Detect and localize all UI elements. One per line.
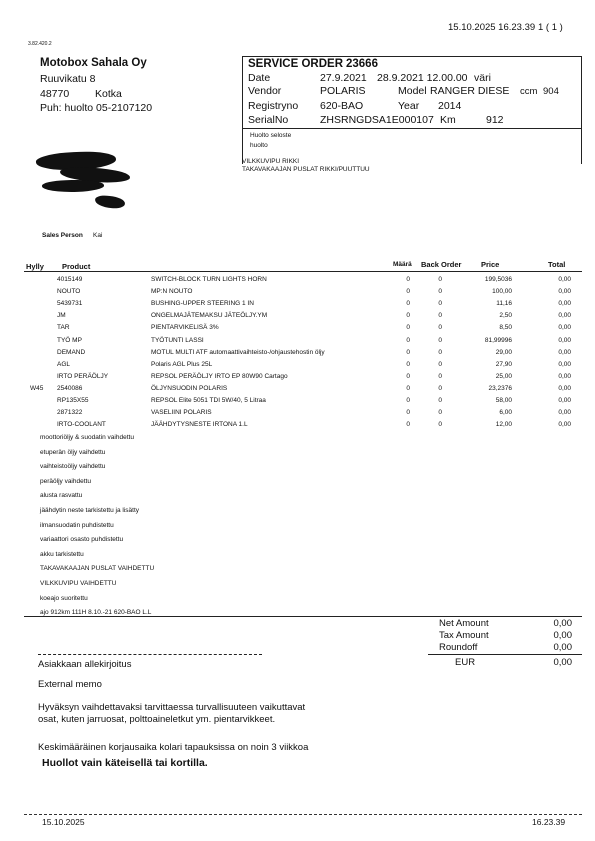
row-price: 100,00 xyxy=(492,288,512,296)
print-datetime: 15.10.2025 16.23.39 xyxy=(448,22,536,33)
row-back-order: 0 xyxy=(438,409,442,417)
row-price: 29,00 xyxy=(495,348,512,356)
due-date: 28.9.2021 12.00.00 xyxy=(377,72,468,84)
row-back-order: 0 xyxy=(438,421,442,429)
memo-line-3: Keskimääräinen korjausaika kolari tapauksissa on noin 3 viikkoa xyxy=(38,742,309,753)
row-qty: 0 xyxy=(406,421,410,429)
work-note: variaattori osasto puhdistettu xyxy=(40,536,124,544)
work-note: etuperän öljy vaihdettu xyxy=(40,448,106,456)
service-order-title: SERVICE ORDER xyxy=(248,58,344,70)
net-amount-value: 0,00 xyxy=(553,618,572,629)
row-code: TYÖ MP xyxy=(57,336,82,344)
row-total: 0,00 xyxy=(558,300,571,308)
model-value: RANGER DIESE xyxy=(430,85,510,97)
work-note: TAKAVAKAAJAN PUSLAT VAIHDETTU xyxy=(40,565,155,573)
row-price: 23,2376 xyxy=(488,384,512,392)
work-note: akku tarkistettu xyxy=(40,550,84,558)
row-total: 0,00 xyxy=(558,409,571,417)
col-shelf: Hylly xyxy=(26,262,44,271)
work-note: koeajo suoritettu xyxy=(40,594,88,602)
row-code: IRTO PERÄÖLJY xyxy=(57,372,109,380)
row-back-order: 0 xyxy=(438,397,442,404)
row-price: 6,00 xyxy=(499,409,512,417)
work-note: ilmansuodatin puhdistettu xyxy=(40,521,114,529)
row-total: 0,00 xyxy=(558,360,571,368)
row-back-order: 0 xyxy=(438,372,442,380)
km-label: Km xyxy=(440,114,456,126)
version-label: 3.82.420.2 xyxy=(28,41,52,47)
date-label: Date xyxy=(248,72,271,84)
row-qty: 0 xyxy=(406,409,410,417)
roundoff-value: 0,00 xyxy=(553,642,572,653)
tax-amount-value: 0,00 xyxy=(553,630,572,641)
company-name: Motobox Sahala Oy xyxy=(40,57,147,69)
company-zip: 48770 xyxy=(40,88,70,100)
row-description: ÖLJYNSUODIN POLARIS xyxy=(151,384,228,392)
row-code: 2871322 xyxy=(57,409,83,417)
row-qty: 0 xyxy=(406,324,410,332)
regno-value: 620-BAO xyxy=(320,100,364,112)
row-description: REPSOL PERÄÖLJY IRTO EP 80W90 Cartago xyxy=(151,372,288,380)
row-price: 27,90 xyxy=(495,360,512,368)
row-total: 0,00 xyxy=(558,348,571,356)
row-total: 0,00 xyxy=(558,421,571,429)
row-description: Polaris AGL Plus 25L xyxy=(151,360,213,368)
report-value: huolto xyxy=(250,142,268,149)
row-description: JÄÄHDYTYSNESTE IRTONA 1.L xyxy=(151,421,248,429)
ccm-value: 904 xyxy=(543,86,559,97)
row-price: 199,5036 xyxy=(484,276,512,283)
row-qty: 0 xyxy=(406,288,410,296)
roundoff-label: Roundoff xyxy=(439,642,478,653)
row-code: 5439731 xyxy=(57,300,83,308)
order-note-1: VILKKUVIPU RIKKI xyxy=(242,158,300,165)
row-qty: 0 xyxy=(406,360,410,368)
row-back-order: 0 xyxy=(438,384,442,392)
row-back-order: 0 xyxy=(438,288,442,296)
serial-value: ZHSRNGDSA1E000107 xyxy=(320,114,434,126)
col-qty: Määrä xyxy=(393,261,412,268)
row-code: IRTO-COOLANT xyxy=(57,421,106,429)
row-shelf: W45 xyxy=(30,384,44,392)
vendor-label: Vendor xyxy=(248,85,282,97)
row-qty: 0 xyxy=(406,348,410,356)
row-price: 8,50 xyxy=(499,324,512,332)
year-label: Year xyxy=(398,100,420,112)
sales-person-label: Sales Person xyxy=(42,232,83,239)
company-city: Kotka xyxy=(95,88,122,100)
row-code: 4015149 xyxy=(57,276,83,283)
row-price: 2,50 xyxy=(499,312,512,320)
col-price: Price xyxy=(481,260,500,269)
company-street: Ruuvikatu 8 xyxy=(40,73,96,85)
row-code: NOUTO xyxy=(57,288,81,296)
row-qty: 0 xyxy=(406,372,410,380)
row-back-order: 0 xyxy=(438,276,442,283)
row-description: PIENTARVIKELISÄ 3% xyxy=(151,324,219,332)
signature-label: Asiakkaan allekirjoitus xyxy=(38,659,132,670)
report-label: Huolto seloste xyxy=(250,132,292,139)
row-qty: 0 xyxy=(406,336,410,344)
work-note: moottoriöljy & suodatin vaihdettu xyxy=(40,434,134,441)
memo-line-2: osat, kuten jarruosat, polttoaineletkut ym. pientarvikkeet. xyxy=(38,714,276,725)
row-total: 0,00 xyxy=(558,312,571,320)
row-code: RP135X55 xyxy=(57,397,89,404)
row-description: TYÖTUNTI LASSI xyxy=(151,336,204,344)
row-qty: 0 xyxy=(406,300,410,308)
row-back-order: 0 xyxy=(438,324,442,332)
memo-title: External memo xyxy=(38,679,102,690)
order-date: 27.9.2021 xyxy=(320,72,367,84)
work-note: ajo 912km 111H 8.10.-21 620-BAO L.L xyxy=(40,609,152,617)
service-order-number: 23666 xyxy=(346,58,378,70)
row-total: 0,00 xyxy=(558,324,571,332)
row-qty: 0 xyxy=(406,384,410,392)
row-description: MOTUL MULTI ATF automaattivaihteisto-/ohjaustehostin öljy xyxy=(151,348,325,356)
color-label: väri xyxy=(474,72,491,84)
row-qty: 0 xyxy=(406,312,410,320)
footer-divider xyxy=(24,814,582,815)
work-note: alusta rasvattu xyxy=(40,492,83,500)
row-price: 25,00 xyxy=(495,372,512,380)
model-label: Model xyxy=(398,85,427,97)
work-note: vaihteistoöljy vaihdettu xyxy=(40,463,106,471)
serial-label: SerialNo xyxy=(248,114,289,126)
row-price: 58,00 xyxy=(495,397,512,404)
row-qty: 0 xyxy=(406,397,410,404)
row-code: 2540086 xyxy=(57,384,83,392)
row-back-order: 0 xyxy=(438,348,442,356)
currency-label: EUR xyxy=(455,657,476,668)
col-product: Product xyxy=(62,262,91,271)
row-total: 0,00 xyxy=(558,288,571,296)
row-back-order: 0 xyxy=(438,312,442,320)
row-description: BUSHING-UPPER STEERING 1 IN xyxy=(151,300,254,308)
row-description: VASELIINI POLARIS xyxy=(151,409,212,417)
page-number: 1 ( 1 ) xyxy=(538,22,563,33)
row-back-order: 0 xyxy=(438,300,442,308)
km-value: 912 xyxy=(486,114,504,126)
row-description: ONGELMAJÄTEMAKSU JÄTEÖLJY.YM xyxy=(151,312,268,320)
grand-total-value: 0,00 xyxy=(553,657,572,668)
col-back: Back Order xyxy=(421,260,462,269)
work-note: peräöljy vaihdettu xyxy=(40,477,91,485)
row-total: 0,00 xyxy=(558,276,571,283)
row-price: 81,99996 xyxy=(484,336,512,344)
footer-time: 16.23.39 xyxy=(532,817,566,827)
row-price: 11,16 xyxy=(496,300,512,308)
row-back-order: 0 xyxy=(438,360,442,368)
work-note: jäähdytin neste tarkistettu ja lisätty xyxy=(40,507,139,514)
row-code: TAR xyxy=(57,324,70,332)
tax-amount-label: Tax Amount xyxy=(439,630,489,641)
row-description: REPSOL Elite 5051 TDI 5W/40, 5 Litraa xyxy=(151,397,266,404)
row-description: SWITCH-BLOCK TURN LIGHTS HORN xyxy=(151,276,267,283)
row-qty: 0 xyxy=(406,276,410,283)
row-code: AGL xyxy=(57,360,71,368)
sales-person-value: Kai xyxy=(93,232,103,239)
company-phone: Puh: huolto 05-2107120 xyxy=(40,102,153,114)
ccm-label: ccm xyxy=(520,86,538,97)
row-total: 0,00 xyxy=(558,336,571,344)
row-total: 0,00 xyxy=(558,372,571,380)
work-note: VILKKUVIPU VAIHDETTU xyxy=(40,580,117,587)
order-note-2: TAKAVAKAAJAN PUSLAT RIKKI/PUUTTUU xyxy=(242,166,370,173)
memo-line-4: Huollot vain käteisellä tai kortilla. xyxy=(42,757,208,769)
vendor-value: POLARIS xyxy=(320,85,366,97)
row-total: 0,00 xyxy=(558,397,571,404)
net-amount-label: Net Amount xyxy=(439,618,489,629)
row-code: JM xyxy=(57,312,66,320)
row-code: DEMAND xyxy=(57,348,86,356)
row-back-order: 0 xyxy=(438,336,442,344)
row-description: MP:N NOUTO xyxy=(151,288,193,296)
row-total: 0,00 xyxy=(558,384,571,392)
memo-line-1: Hyväksyn vaihdettavaksi tarvittaessa turvallisuuteen vaikuttavat xyxy=(38,702,306,713)
footer-date: 15.10.2025 xyxy=(42,817,85,827)
regno-label: Registryno xyxy=(248,100,299,112)
year-value: 2014 xyxy=(438,100,462,112)
col-total: Total xyxy=(548,260,566,269)
signature-line xyxy=(38,654,262,655)
row-price: 12,00 xyxy=(495,421,512,429)
